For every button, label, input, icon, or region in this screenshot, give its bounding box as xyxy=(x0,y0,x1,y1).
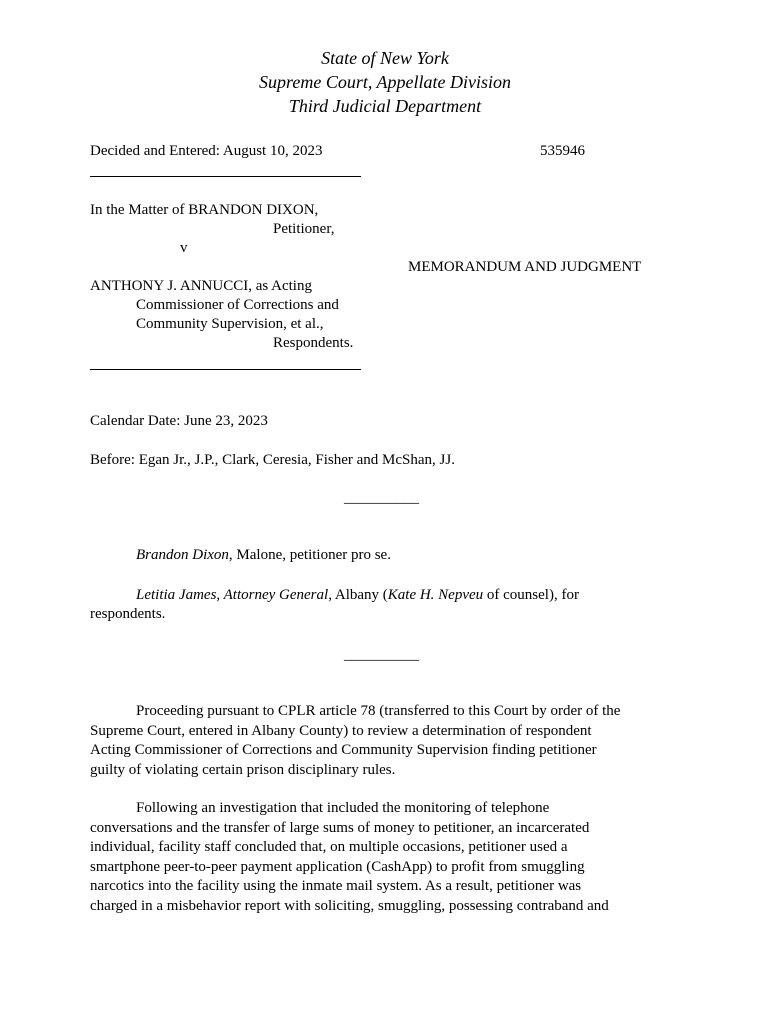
separator-1: __________ xyxy=(344,490,419,506)
court-state: State of New York xyxy=(321,48,449,68)
counsel-respondent-line2: respondents. xyxy=(90,606,166,622)
calendar-date: Calendar Date: June 23, 2023 xyxy=(90,413,268,429)
caption-matter: In the Matter of BRANDON DIXON, xyxy=(90,202,319,218)
caption-bottom-rule xyxy=(90,369,361,370)
counsel-petitioner: Brandon Dixon, Malone, petitioner pro se. xyxy=(136,547,391,563)
respondent-counsel-name: Kate H. Nepveu xyxy=(387,587,484,603)
caption-respondent-line2: Commissioner of Corrections and xyxy=(136,297,339,313)
decided-entered: Decided and Entered: August 10, 2023 xyxy=(90,143,323,159)
body-paragraph-2: Following an investigation that included the monitoring of telephone conversations and the transfer of large sums of money to petitioner, an incarcerated individual, facility staff concluded that, on multiple occasions, petitioner used a smartphone peer-to-peer payment application (CashApp) to profit from smuggling narcotics into the facility using the inmate mail system. As a result, petitioner was charged in a misbehavior report with soliciting, smuggling, possessing contraband and xyxy=(90,800,609,914)
caption-petitioner: Petitioner, xyxy=(273,221,335,237)
attorney-general: Letitia James, Attorney General xyxy=(136,587,329,603)
decision-type: MEMORANDUM AND JUDGMENT xyxy=(408,259,642,275)
caption-respondent-line1: ANTHONY J. ANNUCCI, as Acting xyxy=(90,278,312,294)
court-department: Third Judicial Department xyxy=(288,96,482,116)
court-division: Supreme Court, Appellate Division xyxy=(259,72,511,92)
docket-number: 535946 xyxy=(540,143,585,159)
body-paragraph-1: Proceeding pursuant to CPLR article 78 (transferred to this Court by order of the Supreme Court, entered in Albany County) to review a determination of respondent Acting Commissioner of Corrections and Community Supervision finding petitioner guilty of violating certain prison disciplinary rules. xyxy=(90,703,621,778)
caption-versus: v xyxy=(180,240,188,256)
caption-top-rule xyxy=(90,176,361,177)
bench-before: Before: Egan Jr., J.P., Clark, Ceresia, Fisher and McShan, JJ. xyxy=(90,452,455,468)
petitioner-name: Brandon Dixon xyxy=(136,547,229,563)
counsel-respondent: Letitia James, Attorney General, Albany (Kate H. Nepveu of counsel), for xyxy=(136,587,579,603)
caption-respondent-line3: Community Supervision, et al., xyxy=(136,316,324,332)
caption-respondents: Respondents. xyxy=(273,335,354,351)
separator-2: __________ xyxy=(344,647,419,663)
